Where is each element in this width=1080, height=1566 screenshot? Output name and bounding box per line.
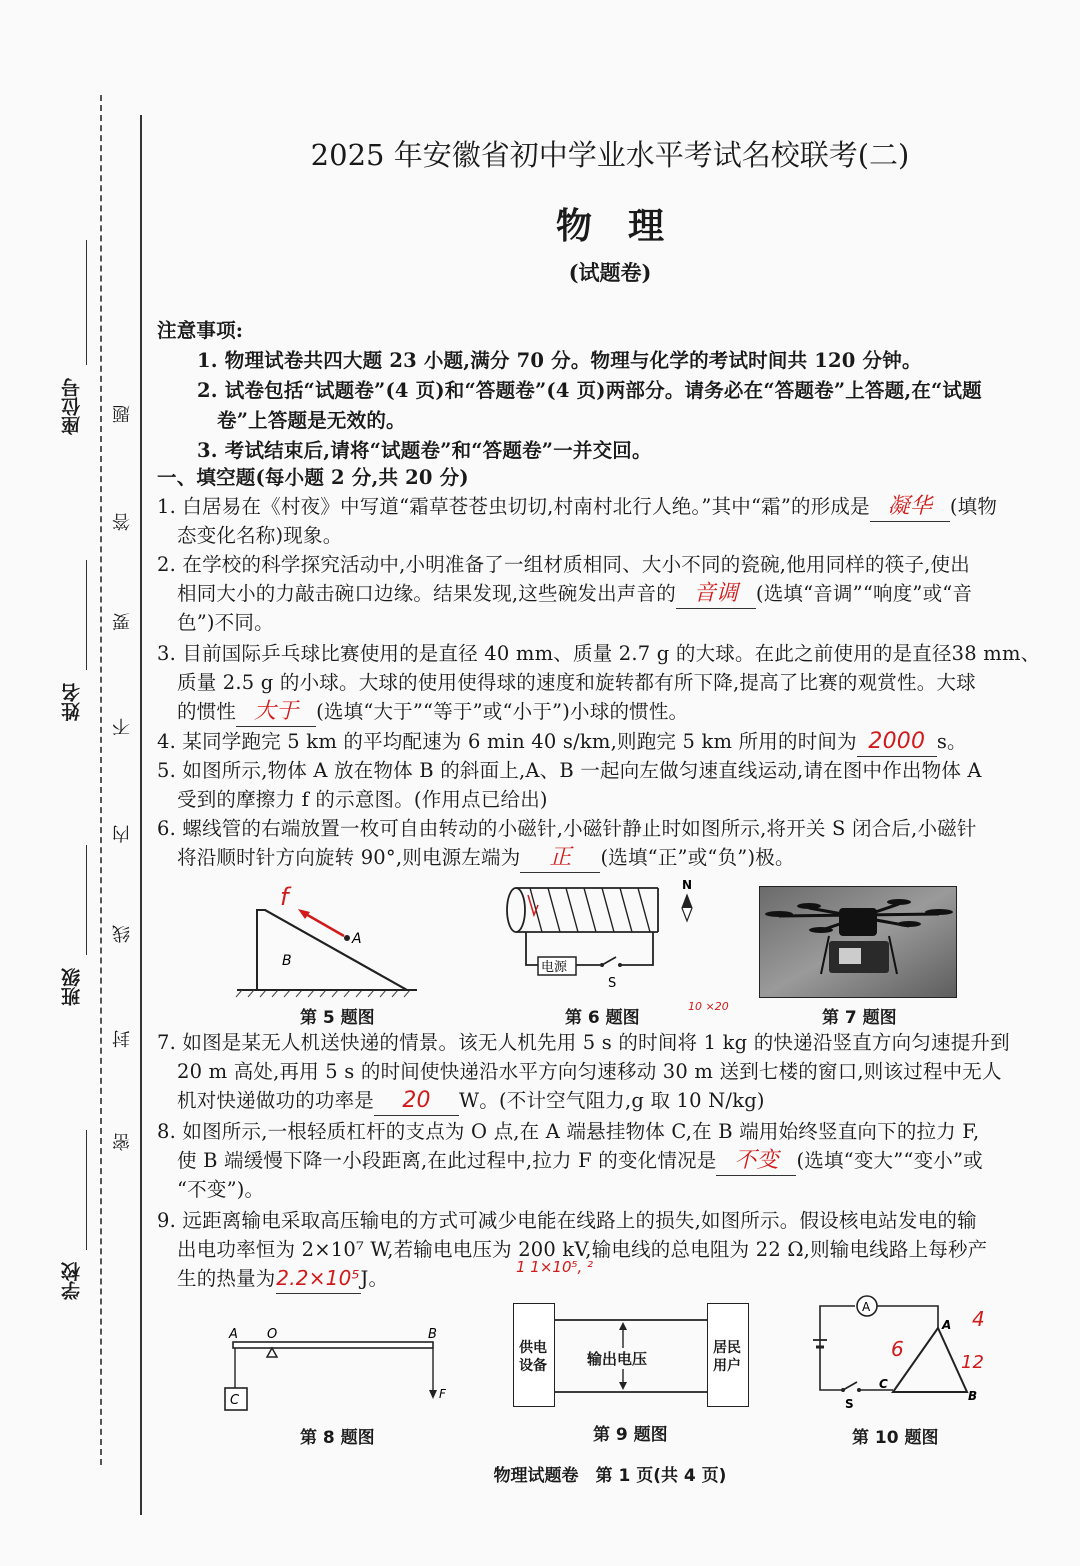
- class-blank: [86, 845, 87, 955]
- notice-char: 封: [112, 1030, 133, 1048]
- q2-text: 2. 在学校的科学探究活动中,小明准备了一组材质相同、大小不同的瓷碗,他用同样的筷子,使出: [157, 553, 970, 576]
- subject-title: 物 理: [555, 205, 664, 247]
- note-12: 12: [961, 1352, 984, 1373]
- notice-char: 内: [112, 825, 133, 843]
- q9-text: 出电功率恒为 2×10⁷ W,若输电电压为 200 kV,输电线的总电阻为 22 Ω,则输电线路上每秒产: [177, 1238, 988, 1261]
- q4-text: s。: [936, 730, 967, 753]
- fig8-caption: 第 8 题图: [300, 1428, 375, 1448]
- label-a: A: [942, 1318, 952, 1332]
- q4-text: 4. 某同学跑完 5 km 的平均配速为 6 min 40 s/km,则跑完 5 km 所用的时间为: [157, 730, 857, 753]
- class-label: 班级: [61, 968, 83, 1006]
- label-ammeter: A: [862, 1300, 871, 1314]
- notes-item: 2. 试卷包括“试题卷”(4 页)和“答题卷”(4 页)两部分。请务必在“答题卷”上答题,在“试题: [197, 379, 982, 402]
- fig10-caption: 第 10 题图: [852, 1428, 939, 1448]
- name-blank: [86, 560, 87, 670]
- q2-text: 相同大小的力敲击碗口边缘。结果发现,这些碗发出声音的: [177, 582, 676, 605]
- label-c: C: [879, 1377, 888, 1391]
- question-8: [177, 1146, 983, 1176]
- school-blank: [86, 1130, 87, 1250]
- question-3: [177, 697, 688, 727]
- q7-text: 20 m 高处,再用 5 s 的时间使快递沿水平方向匀速移动 30 m 送到七楼的窗口,则该过程中无人: [177, 1060, 1002, 1083]
- label-o: O: [267, 1327, 278, 1342]
- q1-text: (填物: [949, 495, 998, 518]
- name-label: 姓名: [61, 683, 83, 721]
- q6-text: (选填“正”或“负”)极。: [600, 846, 795, 869]
- figure-5: [232, 875, 422, 1000]
- q4-answer: 2000: [857, 727, 937, 757]
- q1-answer: 凝华: [870, 492, 950, 522]
- school-label: 学校: [61, 1262, 83, 1300]
- figure-7-drone-photo: [759, 886, 957, 998]
- fig5-caption: 第 5 题图: [300, 1008, 375, 1028]
- question-7: [177, 1086, 765, 1116]
- q2-text: 色”)不同。: [177, 611, 274, 634]
- question-6: [177, 843, 795, 873]
- lever: [233, 1342, 433, 1348]
- fig7-caption: 第 7 题图: [822, 1008, 897, 1028]
- q9-text: J。: [360, 1267, 389, 1290]
- question-9: [177, 1264, 388, 1294]
- q5-text: 受到的摩擦力 f 的示意图。(作用点已给出): [177, 788, 548, 811]
- q8-text: (选填“变大”“变小”或: [796, 1149, 983, 1172]
- note-4: 4: [972, 1307, 985, 1331]
- label-b: B: [282, 953, 292, 969]
- q9-text: 9. 远距离输电采取高压输电的方式可减少电能在线路上的损失,如图所示。假设核电站发电的输: [157, 1209, 977, 1232]
- q1-text: 态变化名称)现象。: [177, 524, 343, 547]
- figure-6: [498, 875, 703, 995]
- supply-label: 供电设备: [519, 1340, 547, 1374]
- section-heading: 一、填空题(每小题 2 分,共 20 分): [157, 466, 469, 489]
- q7-answer: 20: [374, 1086, 459, 1116]
- residents-label: 居民用户: [713, 1340, 741, 1374]
- binding-dashed-line: [100, 95, 102, 1465]
- q3-text: 3. 目前国际乒乓球比赛使用的是直径 40 mm、质量 2.7 g 的大球。在此之前使用的是直径38 mm、: [157, 642, 1041, 665]
- q8-text: 8. 如图所示,一根轻质杠杆的支点为 O 点,在 A 端悬挂物体 C,在 B 端用始终竖直向下的拉力 F,: [157, 1120, 980, 1143]
- q2-text: (选填“音调”“响度”或“音: [755, 582, 973, 605]
- exam-title: 2025 年安徽省初中学业水平考试名校联考(二): [310, 138, 910, 172]
- power-label: 电源: [541, 960, 568, 975]
- label-s: S: [845, 1397, 854, 1411]
- paper-type: (试题卷): [568, 260, 652, 285]
- figure-8: [215, 1322, 460, 1417]
- north-label: N: [682, 878, 693, 892]
- notice-char: 密: [112, 1133, 133, 1151]
- switch-label: S: [608, 976, 617, 991]
- label-b: B: [968, 1389, 978, 1403]
- label-b: B: [428, 1327, 437, 1342]
- q9-answer: 2.2×10⁵: [276, 1264, 361, 1294]
- residents-box: [707, 1303, 749, 1407]
- question-4: [157, 727, 967, 757]
- notice-char: 不: [112, 718, 133, 736]
- margin-rule: [140, 115, 142, 1515]
- q6-text: 将沿顺时针方向旋转 90°,则电源左端为: [177, 846, 521, 869]
- q6-answer: 正: [520, 843, 600, 873]
- q8-answer: 不变: [716, 1146, 796, 1176]
- fig9-caption: 第 9 题图: [593, 1425, 668, 1445]
- fig6-caption: 第 6 题图: [565, 1008, 640, 1028]
- q1-text: 1. 白居易在《村夜》中写道“霜草苍苍虫切切,村南村北行人绝。”其中“霜”的形成是: [157, 495, 870, 518]
- label-a: A: [352, 931, 362, 947]
- notice-char: 答: [112, 513, 133, 531]
- notes-heading: 注意事项:: [157, 319, 244, 342]
- seat-number-label: 座位号: [61, 378, 83, 435]
- q3-text: 的惯性: [177, 700, 237, 723]
- point-a: [344, 935, 350, 941]
- question-2: [177, 579, 972, 609]
- q8-text: “不变”)。: [177, 1178, 265, 1201]
- q5-text: 5. 如图所示,物体 A 放在物体 B 的斜面上,A、B 一起向左做匀速直线运动,请在图中作出物体 A: [157, 759, 982, 782]
- q7-text: 机对快递做功的功率是: [177, 1089, 375, 1112]
- notice-char: 要: [112, 613, 133, 631]
- note-6: 6: [891, 1337, 904, 1361]
- notes-item: 卷”上答题是无效的。: [217, 409, 406, 432]
- q9-scribble: 1 1×10⁵, ²: [516, 1258, 594, 1276]
- q8-text: 使 B 端缓慢下降一小段距离,在此过程中,拉力 F 的变化情况是: [177, 1149, 717, 1172]
- figure-10: [805, 1292, 1005, 1417]
- q3-text: 质量 2.5 g 的小球。大球的使用使得球的速度和旋转都有所下降,提高了比赛的观赏性。大球: [177, 671, 976, 694]
- page-footer: 物理试题卷 第 1 页(共 4 页): [493, 1466, 727, 1486]
- question-1: [157, 492, 997, 522]
- label-c: C: [230, 1393, 240, 1408]
- label-f: F: [439, 1387, 446, 1401]
- q2-answer: 音调: [676, 579, 756, 609]
- handwritten-f: f: [280, 883, 289, 911]
- notice-char: 题: [112, 405, 133, 423]
- seat-number-blank: [86, 240, 87, 365]
- notes-item: 1. 物理试卷共四大题 23 小题,满分 70 分。物理与化学的考试时间共 120 分钟。: [197, 349, 922, 372]
- fig6-scribble: 10 ×20: [688, 1000, 729, 1013]
- label-a: A: [229, 1327, 238, 1342]
- q3-answer: 大于: [236, 697, 316, 727]
- q7-text: 7. 如图是某无人机送快递的情景。该无人机先用 5 s 的时间将 1 kg 的快递沿竖直方向匀速提升到: [157, 1031, 1010, 1054]
- supply-box: [513, 1303, 555, 1407]
- q6-text: 6. 螺线管的右端放置一枚可自由转动的小磁针,小磁针静止时如图所示,将开关 S 闭合后,小磁针: [157, 817, 977, 840]
- output-voltage-label: 输出电压: [587, 1350, 648, 1368]
- notice-char: 线: [112, 925, 133, 943]
- notes-item: 3. 考试结束后,请将“试题卷”和“答题卷”一并交回。: [197, 439, 652, 462]
- q9-text: 生的热量为: [177, 1267, 276, 1290]
- q3-text: (选填“大于”“等于”或“小于”)小球的惯性。: [316, 700, 689, 723]
- fulcrum-icon: [267, 1348, 277, 1357]
- q7-text: W。(不计空气阻力,g 取 10 N/kg): [459, 1089, 765, 1112]
